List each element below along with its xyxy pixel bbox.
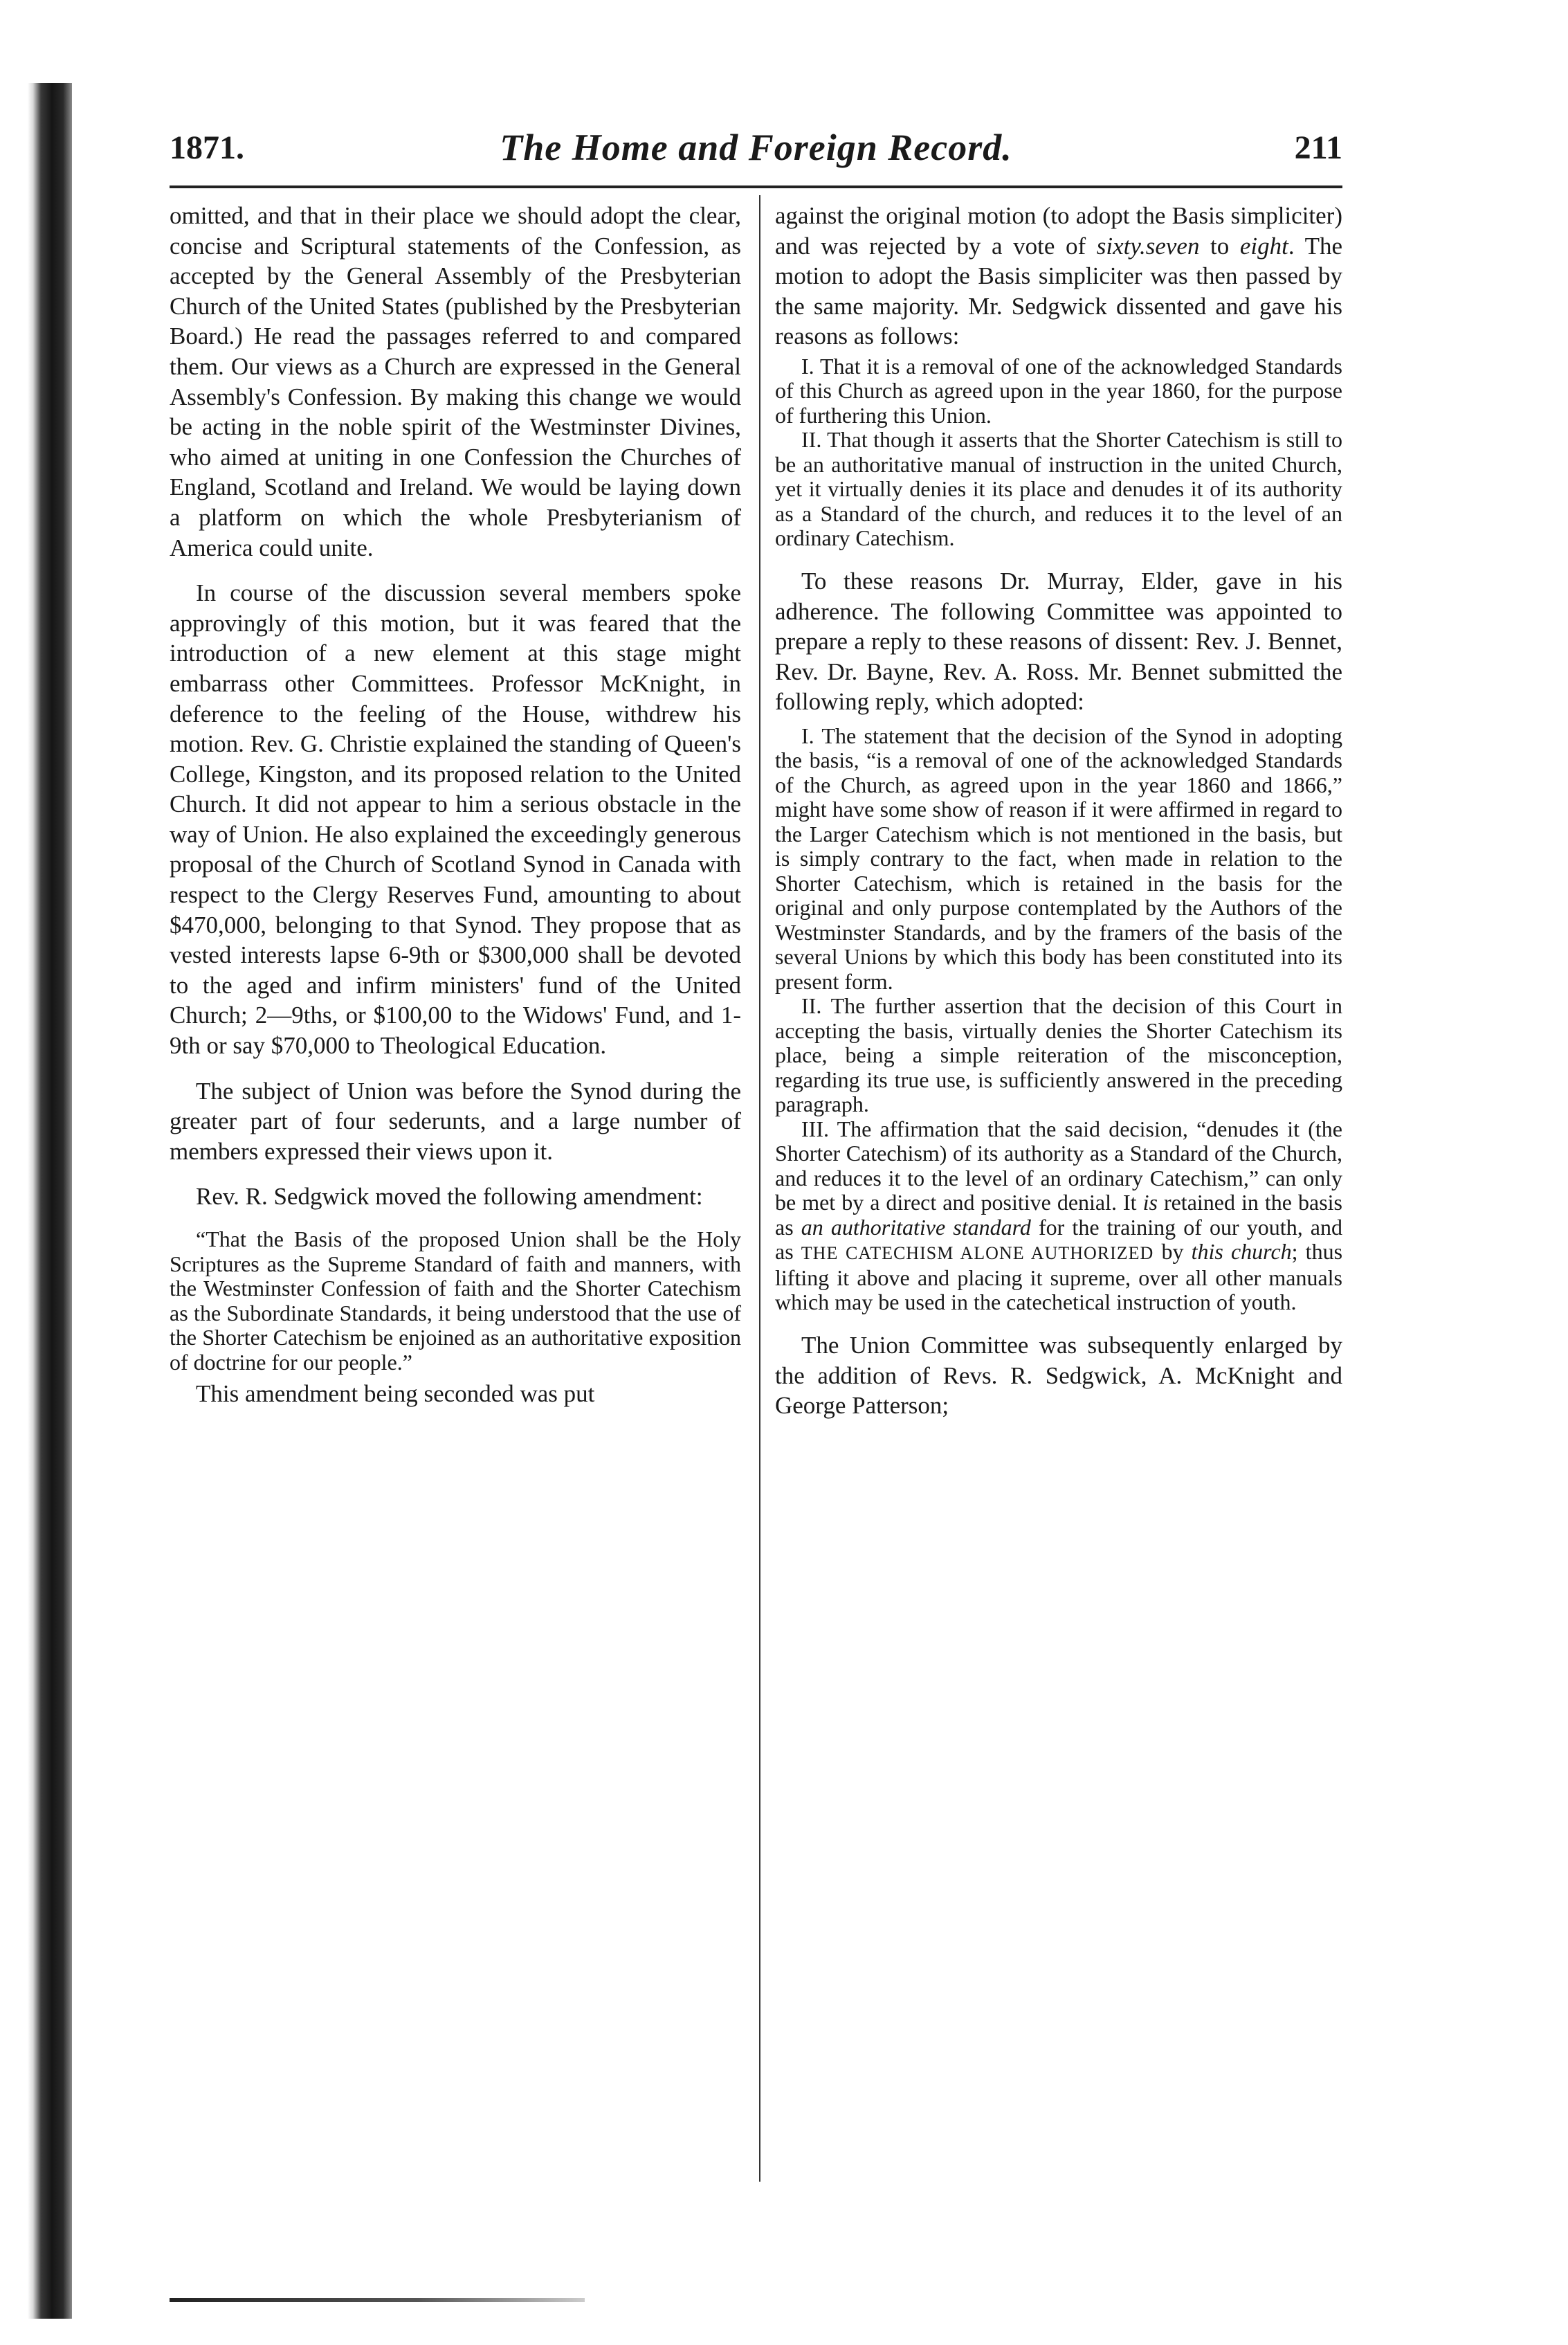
- text-run: ; thus lifting it above and placing it supreme, over all other manuals which may be used in the catechetical instruction of youth.: [775, 1239, 1343, 1315]
- small-caps-phrase: THE CATECHISM ALONE AUTHORIZED: [801, 1243, 1154, 1264]
- header-year: 1871.: [170, 129, 244, 166]
- text-run: III. The affirmation that the said decision, “denudes it (the Shorter Catechism) of its authority as a Standard of the Church, and reduces it to the level of an ordinary Catechism,” can only be met by a direct and positive denial. It: [775, 1116, 1342, 1215]
- emphasis: this church: [1191, 1239, 1292, 1265]
- journal-title: The Home and Foreign Record.: [500, 127, 1012, 168]
- paragraph: omitted, and that in their place we should adopt the clear, concise and Scriptural statements of the Confession, as accepted by the General Assembly of the Presbyterian Church of the United States (published by the Presbyterian Board.) He read the passages referred to and compared them. Our views as a Church are expressed in the General Assembly's Confession. By making this change we would be acting in the noble spirit of the Westminster Divines, who aimed at uniting in one Confession the Churches of England, Scotland and Ireland. We would be laying down a platform on which the whole Presbyterianism of America could unite.: [170, 202, 741, 561]
- paragraph: Rev. R. Sedgwick moved the following amendment:: [196, 1183, 703, 1211]
- paragraph: [775, 201, 1342, 352]
- vote-count: eight: [1239, 232, 1288, 260]
- reason-1: I. That it is a removal of one of the acknowledged Standards of this Church as agreed upon in the year 1860, for the purpose of furthering this Union.: [775, 353, 1342, 428]
- page-bottom-shadow: [170, 2298, 585, 2302]
- reason-2: II. That though it asserts that the Shorter Catechism is still to be an authoritative manual of instruction in the united Church, yet it virtually denies it its place and denudes it of its authority as a Standard of the church, and reduces it to the level of an ordinary Catechism.: [775, 427, 1342, 551]
- header-rule: [170, 185, 1342, 188]
- amendment-quote: [170, 1227, 741, 1375]
- page-header: [170, 119, 1342, 181]
- column-divider: [759, 195, 760, 2182]
- paragraph: To these reasons Dr. Murray, Elder, gave in his adherence. The following Committee was appointed to prepare a reply to these reasons of dissent: Rev. J. Bennet, Rev. Dr. Bayne, Rev. A. Ross. Mr. Bennet submitted the following reply, which adopted:: [775, 567, 1342, 716]
- text-run: to: [1199, 232, 1240, 260]
- reply-3: [775, 1117, 1342, 1315]
- paragraph: This amendment being seconded was put: [196, 1380, 595, 1407]
- text-run: against the original motion (to adopt the Basis simpliciter) and was rejected by a vote of: [775, 202, 1342, 260]
- vote-count: sixty.seven: [1096, 232, 1200, 260]
- page-number: 211: [1294, 129, 1342, 166]
- right-column: [775, 201, 1342, 1421]
- text-run: retained in the basis as: [775, 1190, 1343, 1240]
- text-run: for the training of our youth, and as: [775, 1214, 1343, 1265]
- emphasis: is: [1142, 1190, 1158, 1215]
- book-spine-shadow: [28, 83, 72, 2319]
- paragraph: In course of the discussion several members spoke approvingly of this motion, but it was feared that the introduction of a new element at this stage might embarrass other Committees. Professor McKnight, in deference to the feeling of the House, withdrew his motion. Rev. G. Christie explained the standing of Queen's College, Kingston, and its proposed relation to the United Church. It did not appear to him a serious obstacle in the way of Union. He also explained the exceedingly generous proposal of the Church of Scotland Synod in Canada with respect to the Clergy Reserves Fund, amounting to about $470,000, belonging to that Synod. They propose that as vested interests lapse 6-9th or $300,000 shall be devoted to the aged and infirm ministers' fund of the United Church; 2—9ths, or $100,00 to the Widows' Fund, and 1-9th or say $70,000 to Theological Education.: [170, 579, 741, 1060]
- text-run: . The motion to adopt the Basis simpliciter was then passed by the same majority. Mr. Sedgwick dissented and gave his reasons as follows:: [775, 232, 1342, 350]
- reply-2: II. The further assertion that the decision of this Court in accepting the basis, virtually denies the Shorter Catechism its place, being a simple reiteration of the misconception, regarding its true use, is sufficiently answered in the preceding paragraph.: [775, 993, 1342, 1117]
- reply-points: [775, 724, 1342, 1315]
- text-run: by: [1154, 1239, 1192, 1265]
- reply-1: I. The statement that the decision of the Synod in adopting the basis, “is a removal of one of the acknowledged Standards of the Church, as agreed upon in the year 1860 and 1866,” might have some show of reason if it were affirmed in regard to the Larger Catechism which is not mentioned in the basis, but is simply contrary to the fact, when made in relation to the Shorter Catechism, which is retained in the basis for the original and only purpose contemplated by the Authors of the Westminster Standards, and by the framers of the basis of the several Unions by which this body has been constituted into its present form.: [775, 723, 1342, 994]
- dissent-reasons: [775, 354, 1342, 551]
- left-column: [170, 201, 741, 1409]
- paragraph: The subject of Union was before the Synod during the greater part of four sederunts, and a large number of members expressed their views upon it.: [170, 1077, 741, 1165]
- quoted-amendment: “That the Basis of the proposed Union shall be the Holy Scriptures as the Supreme Standard of faith and manners, with the Westminster Confession of faith and the Shorter Catechism as the Subordinate Standards, it being understood that the use of the Shorter Catechism be enjoined as an authoritative exposition of doctrine for our people.”: [170, 1226, 741, 1375]
- paragraph: The Union Committee was subsequently enlarged by the addition of Revs. R. Sedgwick, A. McKnight and George Patterson;: [775, 1331, 1342, 1420]
- emphasis: an authoritative standard: [801, 1214, 1031, 1240]
